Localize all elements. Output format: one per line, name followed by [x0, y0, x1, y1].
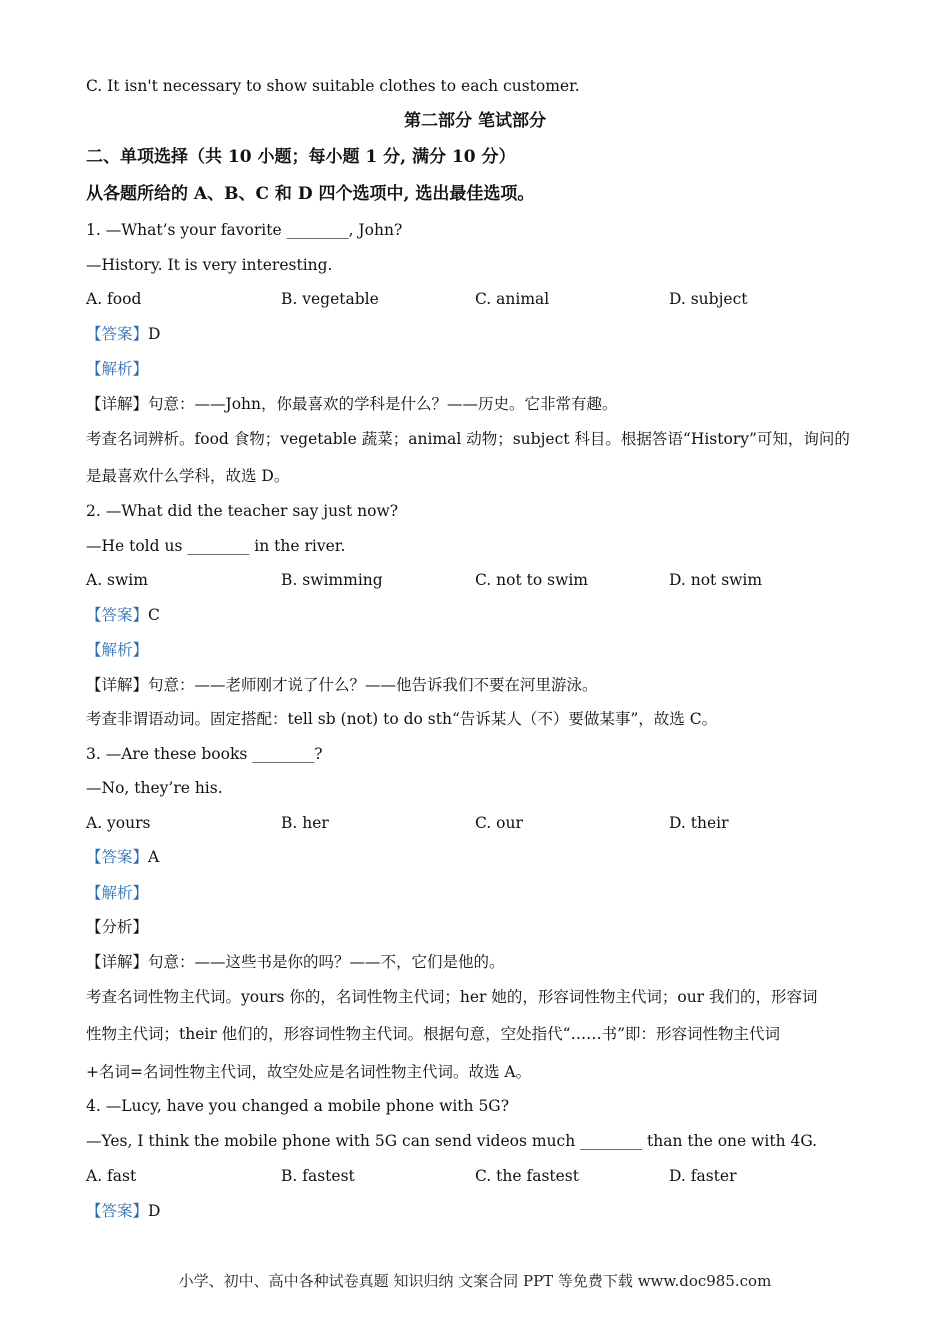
q4-option-d: D. faster [669, 1167, 737, 1185]
part-title: 第二部分 笔试部分 [404, 111, 546, 131]
q4-option-c: C. the fastest [475, 1167, 579, 1185]
q3-explain-2: 性物主代词；their 他们的，形容词性物主代词。根据句意，空处指代“……书”即：形容词性物主代词 [86, 1025, 781, 1043]
detail-text: 句意：——老师刚才说了什么？——他告诉我们不要在河里游泳。 [148, 676, 598, 694]
q4-reply: —Yes, I think the mobile phone with 5G can send videos much ________ than the one with 4G. [86, 1132, 818, 1150]
q1-reply: —History. It is very interesting. [86, 256, 333, 274]
q3-reply: —No, they’re his. [86, 779, 223, 797]
q3-explain-1: 考查名词性物主代词。yours 你的，名词性物主代词；her 她的，形容词性物主代词；our 我们的，形容词 [86, 988, 818, 1006]
q4-option-a: A. fast [86, 1167, 137, 1185]
q2-option-d: D. not swim [669, 571, 763, 589]
answer-value: C [148, 606, 160, 624]
q2-option-b: B. swimming [281, 571, 383, 589]
q2-analysis-label: 【解析】 [86, 641, 149, 659]
q1-answer [86, 324, 160, 344]
section-title: 二、单项选择（共 10 小题；每小题 1 分, 满分 10 分） [86, 147, 516, 167]
q2-explain-1: 考查非谓语动词。固定搭配：tell sb (not) to do sth“告诉某人（不）要做某事”，故选 C。 [86, 710, 718, 728]
intro-line: C. It isn't necessary to show suitable clothes to each customer. [86, 77, 580, 95]
q1-detail [86, 394, 618, 414]
q1-explain-1: 考查名词辨析。food 食物；vegetable 蔬菜；animal 动物；subject 科目。根据答语“History”可知，询问的 [86, 430, 850, 448]
detail-label: 【详解】 [86, 676, 149, 694]
answer-label: 【答案】 [86, 606, 149, 624]
answer-value: D [148, 325, 161, 343]
q4-stem: 4. —Lucy, have you changed a mobile phone with 5G? [86, 1097, 510, 1115]
answer-label: 【答案】 [86, 325, 149, 343]
q1-analysis-label: 【解析】 [86, 360, 149, 378]
q1-option-a: A. food [86, 290, 142, 308]
q4-answer [86, 1201, 160, 1221]
q2-option-c: C. not to swim [475, 571, 588, 589]
q3-option-b: B. her [281, 814, 329, 832]
q3-option-c: C. our [475, 814, 523, 832]
q1-explain-2: 是最喜欢什么学科，故选 D。 [86, 467, 290, 485]
q3-stem: 3. —Are these books ________? [86, 745, 323, 763]
q3-fenxi-label: 【分析】 [86, 918, 149, 936]
q3-detail [86, 952, 505, 972]
detail-label: 【详解】 [86, 395, 149, 413]
q1-option-c: C. animal [475, 290, 550, 308]
q3-explain-3: +名词=名词性物主代词，故空处应是名词性物主代词。故选 A。 [86, 1063, 532, 1081]
detail-text: 句意：——John，你最喜欢的学科是什么？——历史。它非常有趣。 [148, 395, 618, 413]
page-footer: 小学、初中、高中各种试卷真题 知识归纳 文案合同 PPT 等免费下载 www.doc985.com [178, 1272, 772, 1290]
answer-value: A [148, 848, 160, 866]
q3-analysis-label: 【解析】 [86, 884, 149, 902]
answer-value: D [148, 1202, 161, 1220]
detail-label: 【详解】 [86, 953, 149, 971]
q4-option-b: B. fastest [281, 1167, 355, 1185]
q3-answer [86, 847, 159, 867]
q3-option-d: D. their [669, 814, 729, 832]
q2-stem: 2. —What did the teacher say just now? [86, 502, 399, 520]
q2-answer [86, 605, 160, 625]
detail-text: 句意：——这些书是你的吗？——不，它们是他的。 [148, 953, 505, 971]
q1-option-d: D. subject [669, 290, 748, 308]
q2-option-a: A. swim [86, 571, 148, 589]
q1-stem: 1. —What’s your favorite ________, John? [86, 221, 403, 239]
q2-detail [86, 675, 598, 695]
q3-option-a: A. yours [86, 814, 151, 832]
q2-reply: —He told us ________ in the river. [86, 537, 346, 555]
answer-label: 【答案】 [86, 1202, 149, 1220]
answer-label: 【答案】 [86, 848, 149, 866]
instruction: 从各题所给的 A、B、C 和 D 四个选项中, 选出最佳选项。 [86, 184, 535, 204]
q1-option-b: B. vegetable [281, 290, 379, 308]
